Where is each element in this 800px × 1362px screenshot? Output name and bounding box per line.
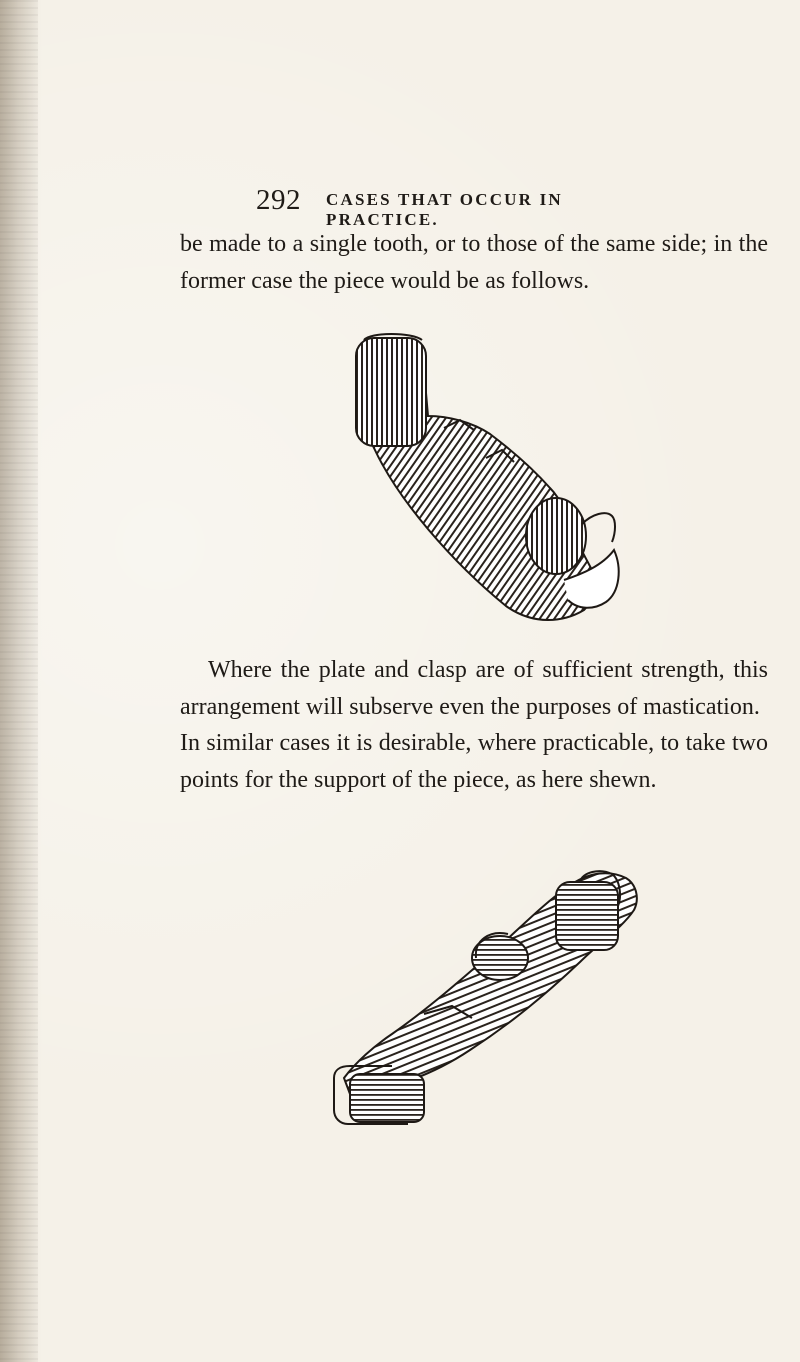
- paragraph-2: Where the plate and clasp are of sufficient strength, this arrangement will subserve even the purposes of mastication.: [180, 657, 768, 720]
- paragraph-1: be made to a single tooth, or to those of the same side; in the former case the piece would be as follows.: [180, 231, 768, 294]
- dental-plate-illustration-two-points: [320, 864, 660, 1132]
- dental-plate-illustration-single-tooth: [336, 322, 626, 630]
- dental-plate-illustration-1-svg: [336, 322, 626, 630]
- page-number: 292: [256, 184, 301, 216]
- binding-edge: [0, 0, 38, 1362]
- dental-plate-illustration-2-svg: [320, 864, 660, 1132]
- page-header: [256, 184, 676, 229]
- running-head: CASES THAT OCCUR IN PRACTICE.: [326, 190, 563, 229]
- paragraph-3: In similar cases it is desirable, where practicable, to take two points for the support of the piece, as here shewn.: [180, 730, 768, 793]
